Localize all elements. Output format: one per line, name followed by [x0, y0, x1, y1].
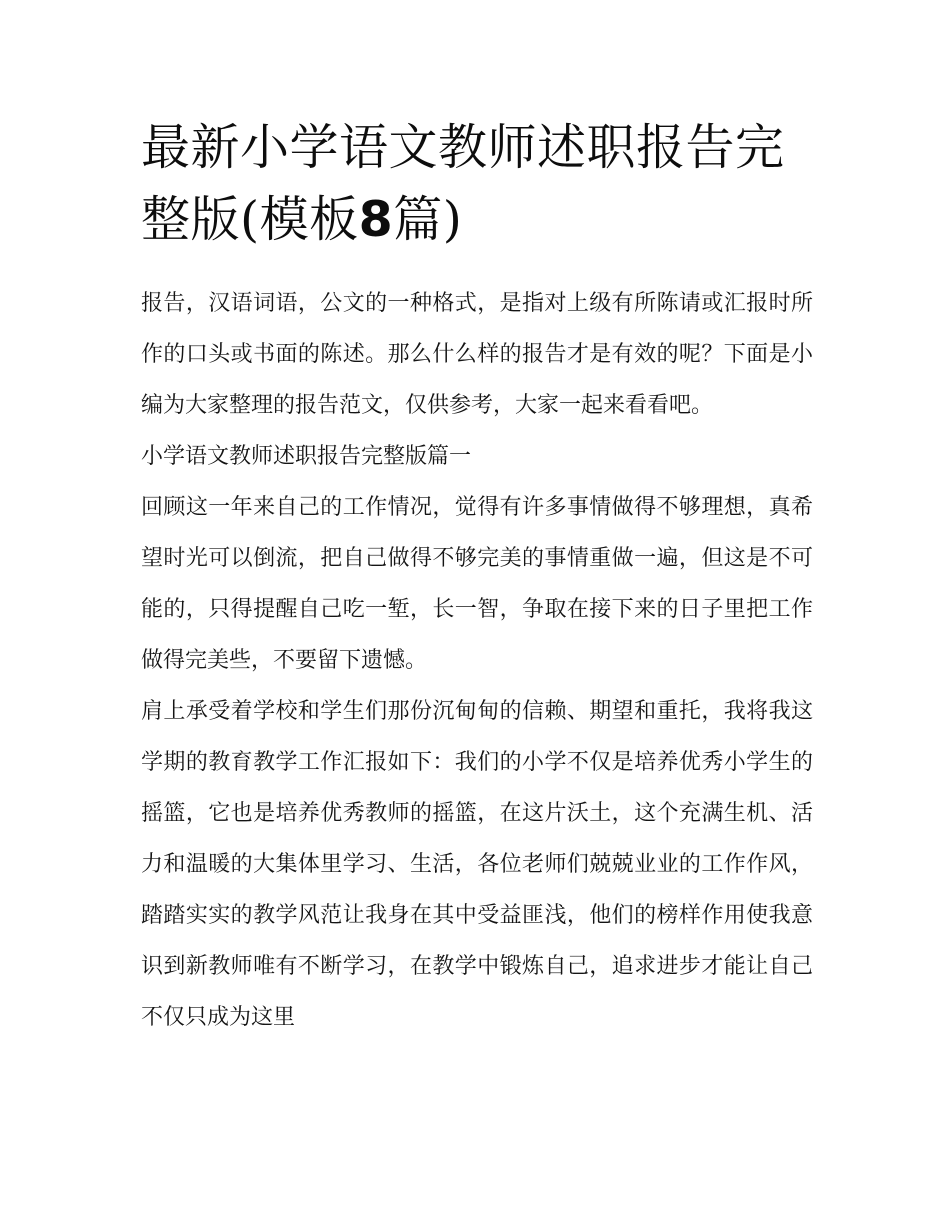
document-title — [141, 112, 813, 256]
document-content — [141, 112, 813, 1043]
title-suffix: 篇) — [393, 191, 463, 248]
intro-paragraph: 报告，汉语词语，公文的一种格式，是指对上级有所陈请或汇报时所作的口头或书面的陈述。那么什么样的报告才是有效的呢？下面是小编为大家整理的报告范文，仅供参考，大家一起来看看吧。 — [141, 291, 813, 418]
document-body — [141, 278, 813, 1043]
body-paragraph: 回顾这一年来自己的工作情况，觉得有许多事情做得不够理想，真希望时光可以倒流，把自己做得不够完美的事情重做一遍，但这是不可能的，只得提醒自己吃一堑，长一智，争取在接下来的日子里把工作做得完美些，不要留下遗憾。 — [141, 495, 813, 673]
body-paragraph: 肩上承受着学校和学生们那份沉甸甸的信赖、期望和重托，我将我这学期的教育教学工作汇报如下：我们的小学不仅是培养优秀小学生的摇篮，它也是培养优秀教师的摇篮，在这片沃土，这个充满生机、活力和温暖的大集体里学习、生活，各位老师们兢兢业业的工作作风，踏踏实实的教学风范让我身在其中受益匪浅，他们的榜样作用使我意识到新教师唯有不断学习，在教学中锻炼自己，追求进步才能让自己不仅只成为这里 — [141, 699, 813, 1030]
title-text: 最新小学语文教师述职报告完整版(模板 — [141, 119, 785, 248]
title-number: 8 — [358, 191, 394, 248]
section-heading: 小学语文教师述职报告完整版篇一 — [141, 444, 472, 469]
